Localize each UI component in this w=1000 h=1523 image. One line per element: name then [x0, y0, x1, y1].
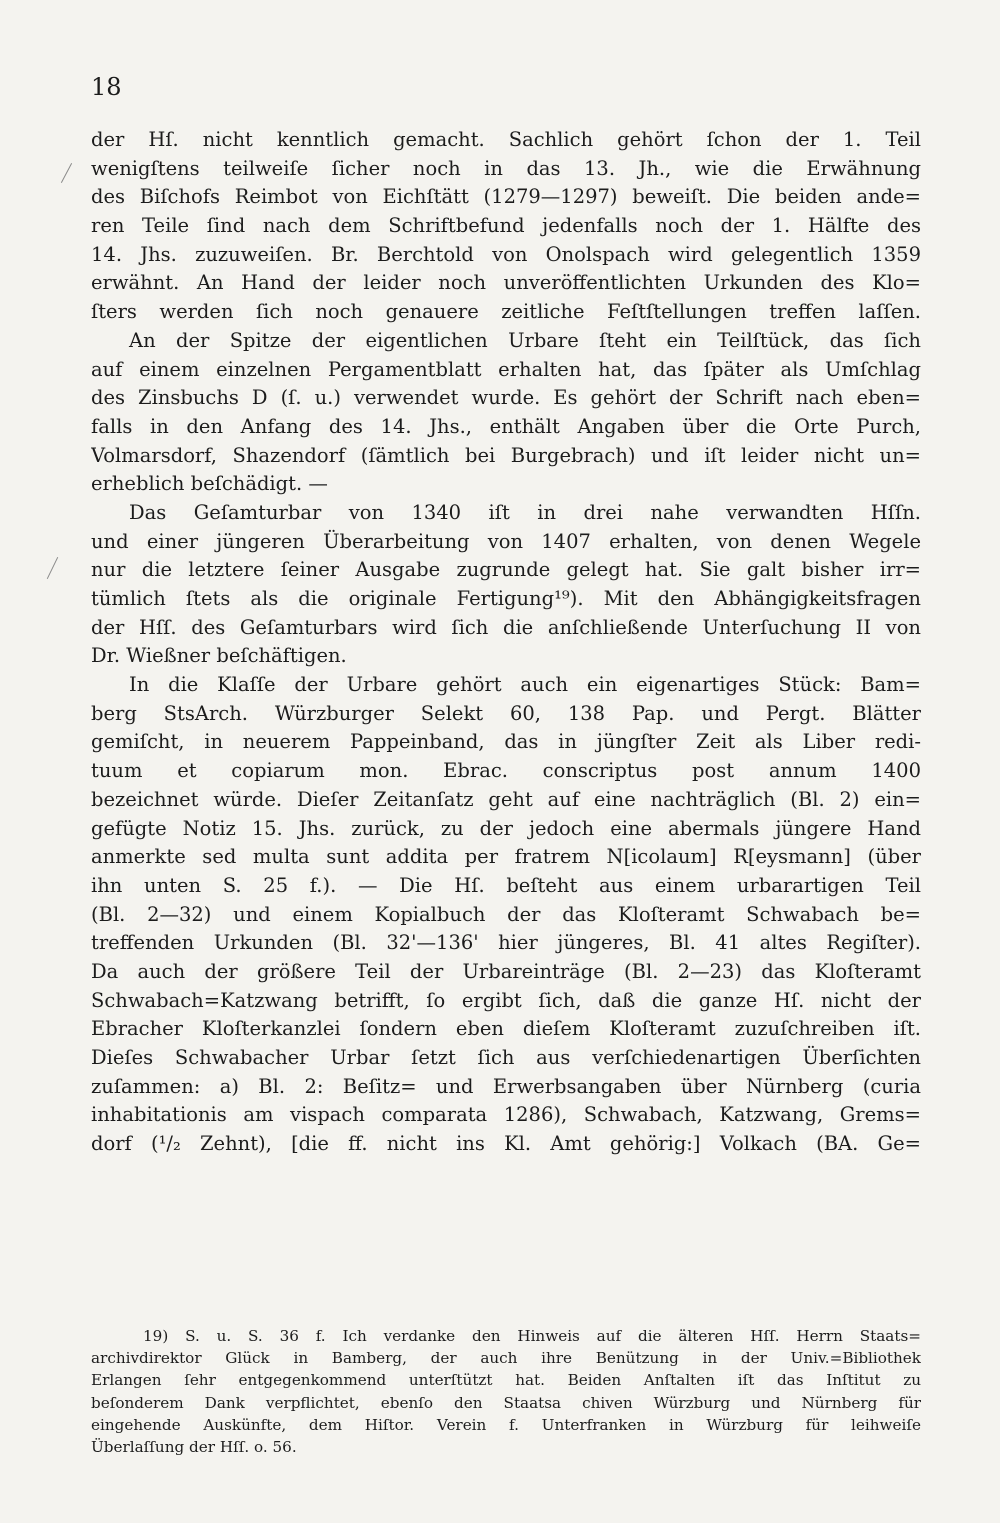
text-line: Schwabach=Katzwang betrifft, ſo ergibt ſich, daß die ganze Hſ. nicht der — [91, 988, 921, 1012]
margin-pencil-mark — [47, 557, 58, 579]
text-line: nur die letztere ſeiner Ausgabe zugrunde gelegt hat. Sie galt bisher irr= — [91, 558, 921, 582]
text-line: des Zinsbuchs D (ſ. u.) verwendet wurde. Es gehört der Schrift nach eben= — [91, 386, 921, 410]
text-line: Ebracher Kloſterkanzlei ſondern eben dieſem Kloſteramt zuzuſchreiben iſt. — [91, 1017, 921, 1041]
text-line: gefügte Notiz 15. Jhs. zurück, zu der jedoch eine abermals jüngere Hand — [91, 816, 921, 840]
text-line: Dieſes Schwabacher Urbar ſetzt ſich aus verſchiedenartigen Überſichten — [91, 1046, 921, 1069]
text-line: dorf (¹/₂ Zehnt), [die ff. nicht ins Kl. Amt gehörig:] Volkach (BA. Ge= — [91, 1132, 921, 1156]
text-line: und einer jüngeren Überarbeitung von 1407 erhalten, von denen Wegele — [91, 529, 921, 553]
footnote-line: archivdirektor Glück in Bamberg, der auch ihre Benützung in der Univ.=Bibliothek — [91, 1349, 921, 1368]
footnote-line: eingehende Auskünfte, dem Hiſtor. Verein f. Unterfranken in Würzburg für leihweiſe — [91, 1415, 921, 1434]
text-line: Da auch der größere Teil der Urbareinträge (Bl. 2—23) das Kloſteramt — [91, 959, 921, 983]
text-line: ihn unten S. 25 f.). — Die Hſ. beſteht aus einem urbarartigen Teil — [91, 873, 921, 897]
text-line: (Bl. 2—32) und einem Kopialbuch der das Kloſteramt Schwabach be= — [91, 902, 921, 926]
text-line: inhabitationis am vispach comparata 1286), Schwabach, Katzwang, Grems= — [91, 1103, 921, 1127]
footnote-line: 19) S. u. S. 36 f. Ich verdanke den Hinweis auf die älteren Hſſ. Herrn Staats= — [143, 1327, 921, 1345]
text-line: ſters werden ſich noch genauere zeitliche Feſtſtellungen treffen laſſen. — [91, 300, 921, 324]
text-line: 14. Jhs. zuzuweiſen. Br. Berchtold von Onolspach wird gelegentlich 1359 — [91, 242, 921, 266]
main-text — [91, 126, 921, 1159]
text-line: Dr. Wießner beſchäftigen. — [91, 644, 347, 668]
margin-pencil-mark — [61, 163, 72, 183]
text-line: treffenden Urkunden (Bl. 32'—136' hier jüngeres, Bl. 41 altes Regiſter). — [91, 931, 921, 955]
page-number: 18 — [91, 73, 122, 101]
text-line: In die Klaſſe der Urbare gehört auch ein eigenartiges Stück: Bam= — [129, 673, 921, 697]
text-line: berg StsArch. Würzburger Selekt 60, 138 Pap. und Pergt. Blätter — [91, 701, 921, 725]
text-line: An der Spitze der eigentlichen Urbare ſteht ein Teilſtück, das ſich — [129, 328, 921, 352]
text-line: falls in den Anfang des 14. Jhs., enthält Angaben über die Orte Purch, — [91, 414, 921, 438]
text-line: bezeichnet würde. Dieſer Zeitanſatz geht auf eine nachträglich (Bl. 2) ein= — [91, 787, 921, 811]
footnote-line: beſonderem Dank verpflichtet, ebenſo den Staatsa chiven Würzburg und Nürnberg für — [91, 1393, 921, 1412]
footnote-line: Erlangen ſehr entgegenkommend unterſtützt hat. Beiden Anſtalten iſt das Inſtitut zu — [91, 1371, 921, 1390]
text-line: des Biſchofs Reimbot von Eichſtätt (1279—1297) beweiſt. Die beiden ande= — [91, 185, 921, 209]
text-line: tuum et copiarum mon. Ebrac. conscriptus post annum 1400 — [91, 759, 921, 783]
text-line: anmerkte sed multa sunt addita per fratrem N[icolaum] R[eysmann] (über — [91, 845, 921, 869]
text-line: wenigſtens teilweiſe ſicher noch in das 13. Jh., wie die Erwähnung — [91, 156, 921, 180]
text-line: ren Teile ſind nach dem Schriftbefund jedenfalls noch der 1. Hälfte des — [91, 214, 921, 238]
text-line: auf einem einzelnen Pergamentblatt erhalten hat, das ſpäter als Umſchlag — [91, 357, 921, 381]
footnotes — [91, 1325, 921, 1458]
text-line: erheblich beſchädigt. — — [91, 472, 328, 496]
text-line: tümlich ſtets als die originale Fertigung¹⁹). Mit den Abhängigkeitsfragen — [91, 587, 921, 610]
text-line: gemiſcht, in neuerem Pappeinband, das in jüngſter Zeit als Liber redi- — [91, 730, 921, 754]
text-line: Volmarsdorf, Shazendorf (ſämtlich bei Burgebrach) und iſt leider nicht un= — [91, 443, 921, 467]
text-line: zuſammen: a) Bl. 2: Beſitz= und Erwerbsangaben über Nürnberg (curia — [91, 1074, 921, 1098]
footnote-line: Überlaſſung der Hſſ. o. 56. — [91, 1437, 297, 1456]
text-line: Das Geſamturbar von 1340 iſt in drei nahe verwandten Hſſn. — [129, 500, 921, 524]
text-line: der Hſ. nicht kenntlich gemacht. Sachlich gehört ſchon der 1. Teil — [91, 128, 921, 151]
text-line: erwähnt. An Hand der leider noch unveröffentlichten Urkunden des Klo= — [91, 271, 921, 295]
text-line: der Hſſ. des Geſamturbars wird ſich die anſchließende Unterſuchung II von — [91, 615, 921, 639]
